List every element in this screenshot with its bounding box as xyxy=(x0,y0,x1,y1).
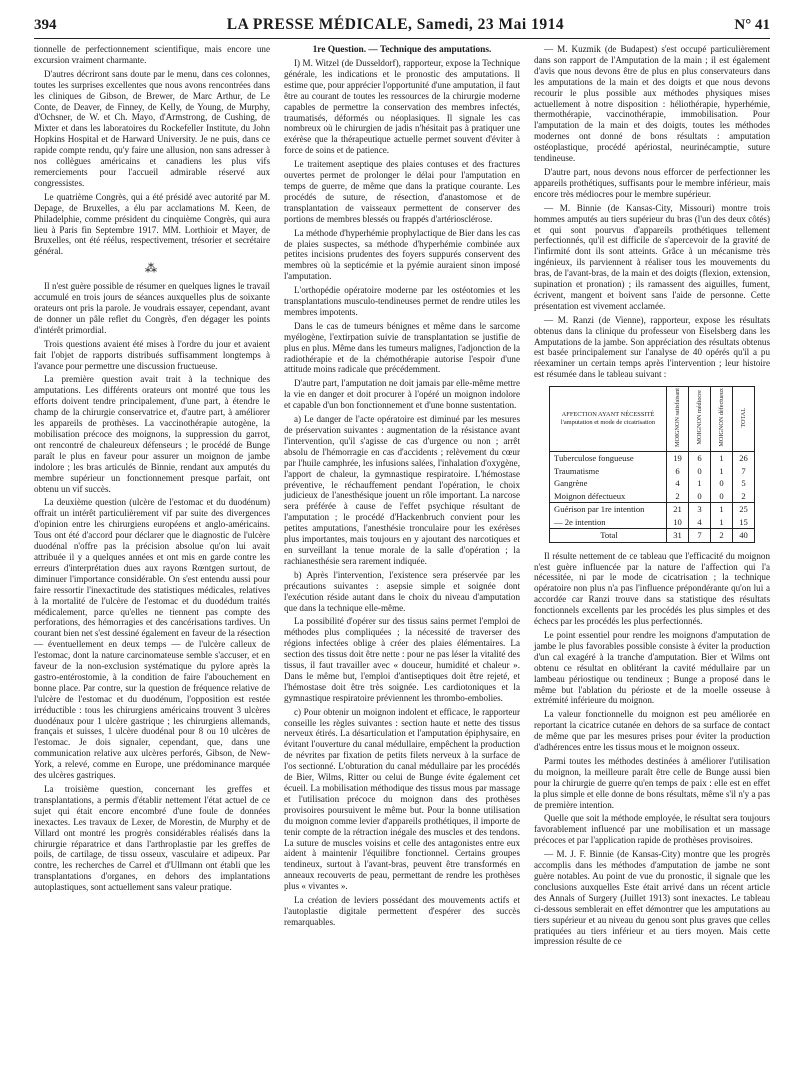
table-cell: 25 xyxy=(733,503,755,516)
table-cell: 31 xyxy=(667,529,689,543)
paragraph: La méthode d'hyperhémie prophylactique de Bier dans les cas de plaies suspectes, sa méthode d'hyperhémie combinée aux petites incisions prudentes des foyers suppurés conservent des membres où la septicémie et la pyémie auraient sinon imposé l'amputation. xyxy=(284,227,520,282)
paragraph: — M. Kuzmik (de Budapest) s'est occupé particulièrement dans son rapport de l'Amputation de la main ; il est également d'avis que nous devons être de plus en plus conservateurs dans les amputations de la main et des doigts et que nous devons recourir le plus possible aux méthodes physiques mises actuellement à notre disposition : héliothérapie, hyperhémie, thermothérapie, vaccinothérapie, immobilisation. Pour l'amputation de la main et des doigts, toutes les méthodes modernes ont donné de bons résultats : amputation ostéoplastique, procédé apériostal, neurinécamptie, suture tendineuse. xyxy=(534,44,770,164)
paragraph: La première question avait trait à la technique des amputations. Les différents orateurs ont montré que tous les efforts doivent tendre principalement, d'une part, à étendre le champ de la chirurgie conservatrice et, d'autre part, à améliorer les appareils de prothèses. La vaccinothérapie autogène, la mobilisation précoce des moignons, la suppression du garrot, ont rencontré de chaleureux défenseurs ; le procédé de Bunge paraît le plus en faveur pour assurer un moignon de jambe indolore ; les bras articulés de Binnie, rendant aux amputés du membre supérieur un fonctionnement presque parfait, ont obtenu un vif succès. xyxy=(34,374,270,494)
paragraph: b) Après l'intervention, l'existence sera préservée par les précautions suivantes : asepsie simple et soignée dont l'exécution réside autant dans le choix du niveau d'amputation que dans la technique elle-même. xyxy=(284,569,520,613)
paragraph: Parmi toutes les méthodes destinées à améliorer l'utilisation du moignon, la meilleure paraît être celle de Bunge aussi bien pour la chirurgie de guerre qu'en temps de paix : elle est en effet la plus simple et elle donne de bons résultats, même s'il n'y a pas de première intention. xyxy=(534,755,770,810)
table-header-cell: TOTAL xyxy=(733,387,755,452)
table-cell: 15 xyxy=(733,516,755,529)
paragraph: — M. Ranzi (de Vienne), rapporteur, expose les résultats obtenus dans la clinique du professeur von Eiselsberg dans les Amputations de la jambe. Son appréciation des résultats obtenus est basée principalement sur l'analyse de 40 opérés qu'il a pu réexaminer un certain temps après l'intervention ; leur histoire est résumée dans le tableau suivant : xyxy=(534,314,770,380)
table-row xyxy=(550,516,755,529)
journal-title: LA PRESSE MÉDICALE, Samedi, 23 Mai 1914 xyxy=(226,16,565,33)
paragraph: D'autre part, nous devons nous efforcer de perfectionner les appareils prothétiques, suffisants pour le membre inférieur, mais encore très médiocres pour le membre supérieur. xyxy=(534,166,770,199)
table-cell: 2 xyxy=(711,529,733,543)
table-header-row xyxy=(550,387,755,452)
table-row xyxy=(550,465,755,478)
paragraph: La deuxième question (ulcère de l'estomac et du duodénum) offrait un intérêt particulièrement vif par suite des divergences d'opinion entre les chirurgiens européens et anglo-américains. Tous ont été d'accord pour déclarer que le diagnostic de l'ulcère duodénal n'offre pas la précision absolue qu'on lui avait attribuée il y a quelques années et ont mis en garde contre les erreurs d'interprétation dues aux rayons Rœntgen surtout, de diminuer l'importance considérable. On s'est entendu aussi pour faire ressortir l'inexactitude des statistiques médicales, relatives à la mortalité de l'ulcère de l'estomac et du duodédum traités médicalement, parce qu'elles ne tiennent pas compte des perforations, des hémorragies et des cancérisations tardives. Un courant bien net s'est dessiné également en faveur de la résection — éventuellement en deux temps — de l'ulcère calleux de l'estomac, dont la nature carcinomateuse semble s'accuser, et en faveur de la non-exclusion systématique du pylore après la gastro-entérostomie, à la condition de faire l'abouchement en bonne place. Par contre, sur la question de fréquence relative de l'ulcère de l'estomac et du duodénum, l'opposition est restée irréductible : tous les chirurgiens américains trouvent 3 ulcères duodénaux pour 1 ulcère gastrique ; les chirurgiens allemands, français et suisses, 1 ulcère duodénal pour 8 ou 10 ulcères de l'estomac. Je dois signaler, cependant, que, dans une communication relative aux ulcères perforés, Gibson, de New-York, a relevé, comme en Europe, une prédominance marquée des ulcères gastriques. xyxy=(34,497,270,781)
issue-number: N° 41 xyxy=(734,17,770,33)
paragraph: La troisième question, concernant les greffes et transplantations, a permis d'établir nettement l'état actuel de ce sujet qui était encore encombré d'une foule de données inexactes. Les travaux de Lexer, de Morestin, de Murphy et de Villard ont montré les progrès considérables réalisés dans la chirurgie réparatrice et dans l'arthroplastie par les greffes de poils, de cartilage, de tissu osseux, vasculaire et adipeux. Par contre, les recherches de Carrel et d'Ullmann ont établi que les transplantations d'organes, en dehors des implantations autoplastiques, sont actuellement sans valeur pratique. xyxy=(34,784,270,893)
table-cell: 2 xyxy=(733,490,755,503)
paragraph: D'autre part, l'amputation ne doit jamais par elle-même mettre la vie en danger et doit procurer à l'opéré un moignon indolore et capable d'un bon fonctionnement et d'une bonne sustentation. xyxy=(284,378,520,411)
table-cell: 10 xyxy=(667,516,689,529)
table-cell: Gangrène xyxy=(550,477,667,490)
table-total-row xyxy=(550,529,755,543)
paragraph: Trois questions avaient été mises à l'ordre du jour et avaient fait l'objet de rapports distribués suffisamment longtemps à l'avance pour permettre une discussion fructueuse. xyxy=(34,338,270,371)
table-cell: Tuberculose fongueuse xyxy=(550,452,667,465)
column-right xyxy=(534,44,770,950)
page-header xyxy=(34,16,770,39)
table-cell: Guérison par 1re intention xyxy=(550,503,667,516)
table-cell: 3 xyxy=(689,503,711,516)
table-cell: 1 xyxy=(711,503,733,516)
table-row xyxy=(550,477,755,490)
table-cell: 1 xyxy=(711,465,733,478)
table-header-affection: AFFECTION AYANT NÉCESSITÉ l'amputation et mode de cicatrisation xyxy=(550,387,667,452)
table-cell: 6 xyxy=(689,452,711,465)
page-number: 394 xyxy=(34,17,57,33)
table-header-cell: MOIGNON médiocre xyxy=(689,387,711,452)
table-cell: 40 xyxy=(733,529,755,543)
table-cell: 19 xyxy=(667,452,689,465)
paragraph: La possibilité d'opérer sur des tissus sains permet l'emploi de méthodes plus compliquées ; la nécessité de traverser des régions infectées oblige à créer des plaies élémentaires. La section des tissus doit être nette : pour ne pas léser la vitalité des tissus, il faut travailler avec « douceur, humidité et chaleur ». Dans le même but, l'emploi d'antiseptiques doit être rejeté, et l'hémostase doit être très soignée. Les cardiotoniques et la gymnastique respiratoire préviennent les thrombo-embolies. xyxy=(284,616,520,703)
table-cell: 7 xyxy=(689,529,711,543)
table-cell: 21 xyxy=(667,503,689,516)
paragraph: Le point essentiel pour rendre les moignons d'amputation de jambe le plus favorables possible consiste à éviter la production d'un cal exagéré à la tranche d'amputation. Bier et Wilms ont obtenu ce résultat en oblitérant la cavité médullaire par un lambeau périostique ou tendineux ; Bunge a proposé dans le même but l'ablation du périoste et de la moelle osseuse à extrémité inférieure du moignon. xyxy=(534,629,770,706)
table-header-cell: MOIGNON défectueux xyxy=(711,387,733,452)
table-cell: 1 xyxy=(711,452,733,465)
paragraph: Le traitement aseptique des plaies contuses et des fractures ouvertes permet de prolonger le délai pour l'amputation en temps de guerre, de même que dans la pratique courante. Les procédés de suture, de résection, d'anastomose et de transplantation de vaisseaux permettent de conserver des portions de membres blessés ou frappés d'artériosclérose. xyxy=(284,159,520,224)
table-cell: 26 xyxy=(733,452,755,465)
table-cell: 6 xyxy=(667,465,689,478)
paragraph: La création de leviers possédant des mouvements actifs et l'autoplastie digitale permettent d'espérer des succès remarquables. xyxy=(284,895,520,927)
column-left xyxy=(34,44,270,950)
table-cell: Moignon défectueux xyxy=(550,490,667,503)
paragraph: Quelle que soit la méthode employée, le résultat sera toujours favorablement influencé par une mobilisation et un massage précoces et par l'application rapide de prothèses provisoires. xyxy=(534,813,770,846)
table-cell: 0 xyxy=(689,465,711,478)
table-cell: 1 xyxy=(711,516,733,529)
table-cell: 7 xyxy=(733,465,755,478)
table-header-cell: MOIGNON satisfaisant xyxy=(667,387,689,452)
table-cell: 2 xyxy=(667,490,689,503)
paragraph: Le quatrième Congrès, qui a été présidé avec autorité par M. Depage, de Bruxelles, a élu par acclamations M. Keen, de Philadelphie, comme président du cinquième Congrès, qui aura lieu à Paris fin Septembre 1917. MM. Lorthioir et Mayer, de Bruxelles, ont été réélus, respectivement, trésorier et secrétaire général. xyxy=(34,191,270,257)
paragraph: Dans le cas de tumeurs bénignes et même dans le sarcome myélogène, l'extirpation suivie de transplantation se justifie de plus en plus. Même dans les tumeurs malignes, l'adjonction de la radiothérapie et de la chémothérapie autorise l'espoir d'une attitude moins radicale que précédemment. xyxy=(284,320,521,375)
paragraph: — M. Binnie (de Kansas-City, Missouri) montre trois hommes amputés au tiers supérieur du bras (l'un des deux côtés) et qui sont pourvus d'appareils prothétiques tellement perfectionnés, qu'il est difficile de s'apercevoir de la gravité de l'infirmité dont ils sont atteints. Grâce à un mécanisme très ingénieux, ils parviennent à réaliser tous les mouvements du bras, de l'avant-bras, de la main et des doigts (flexion, extension, supination et pronation) ; ils ramassent des aiguilles, fument, écrivent, mangent et boivent sans l'aide de personne. Cette présentation est vivement acclamée. xyxy=(534,202,770,311)
table-cell: 0 xyxy=(711,477,733,490)
column-middle xyxy=(284,44,520,950)
table-cell: 1 xyxy=(689,477,711,490)
table-cell: — 2e intention xyxy=(550,516,667,529)
paragraph: L'orthopédie opératoire moderne par les ostéotomies et les transplantations musculo-tendineuses permet de rendre utiles les membres impotents. xyxy=(284,285,520,317)
article-columns xyxy=(34,44,770,950)
table-cell: 0 xyxy=(689,490,711,503)
paragraph: Il résulte nettement de ce tableau que l'efficacité du moignon n'est guère influencée par la nature de l'affection qui l'a nécessitée, ni par le mode de cicatrisation ; la technique opératoire non plus n'a pas l'influence prépondérante qu'on lui a accordée car Ranzi trouve dans sa statistique des résultats fonctionnels excellents par les procédés les plus simples et des échecs par les procédés les plus perfectionnés. xyxy=(534,550,770,627)
paragraph: D'autres décriront sans doute par le menu, dans ces colonnes, toutes les surprises excellentes que nous avons rencontrées dans les cliniques de Gibson, de Brewer, de Marc Arthur, de Le Conte, de Deaver, de Finney, de Kelly, de Young, de Murphy, d'Ochsner, de W. et Ch. Mayo, d'Armstrong, de Cushing, de Mixter et dans les laboratoires du Rockefeller Institute, du John Hopkins Hospital et de Harward University. Je ne puis, dans ce rapide compte rendu, qu'y faire une allusion, non sans adresser à nos collègues américains et canadiens les plus vifs remerciements pour l'accueil admirable réservé aux congressistes. xyxy=(34,68,270,188)
paragraph: Il n'est guère possible de résumer en quelques lignes le travail accumulé en trois jours de séances auxquelles plus de soixante orateurs ont pris la parole. Je voudrais essayer, cependant, avant de donner un pâle reflet du Congrès, d'en dégager les points d'intérêt primordial. xyxy=(34,281,270,335)
paragraph: — M. J. F. Binnie (de Kansas-City) montre que les progrès accomplis dans les méthodes d'amputation de jambe ne sont guère notables. Au point de vue du pronostic, il signale que les conclusions auxquelles Este était arrivé dans un récent article des Annals of Surgery (Juillet 1913) sont inexactes. Le tableau ci-dessous semblerait en effet démontrer que les amputations au tiers supérieur et au niveau du genou sont plus graves que celles pratiquées au tiers inférieur et au tiers moyen. Mais cette impression résulte de ce xyxy=(534,849,770,947)
table-cell: 5 xyxy=(733,477,755,490)
results-table xyxy=(549,386,755,542)
table-cell: 0 xyxy=(711,490,733,503)
table-cell: 4 xyxy=(667,477,689,490)
paragraph: I) M. Witzel (de Dusseldorf), rapporteur, expose la Technique générale, les indications et le pronostic des amputations. Il estime que, pour apprécier l'opportunité d'une amputation, il faut être au courant de toutes les ressources de la chirurgie moderne capables de permettre la conservation des membres infectés, traumatisés, déformés ou néoplasiques. Il signale les cas nombreux où le chirurgien de jadis n'hésitait pas à pratiquer une exérèse que la thérapeutique actuelle permet souvent d'éviter à force de soins et de patience. xyxy=(284,58,520,156)
table-row xyxy=(550,452,755,465)
table-row xyxy=(550,490,755,503)
table-cell: Total xyxy=(550,529,667,543)
asterism-divider: ⁂ xyxy=(145,261,159,276)
paragraph: La valeur fonctionnelle du moignon est peu améliorée en reportant la cicatrice cutanée en dehors de sa surface de contact de même que par les mesures prises pour éviter la production d'adhérences entre les tissus mous et le moignon osseux. xyxy=(534,709,770,753)
section-heading: 1re Question. — Technique des amputations. xyxy=(312,45,492,55)
paragraph: tionnelle de perfectionnement scientifique, mais encore une excursion vraiment charmante. xyxy=(34,44,270,65)
paragraph: a) Le danger de l'acte opératoire est diminué par les mesures de préservation suivantes : augmentation de la résistance avant l'intervention, qu'il s'agisse de cas d'urgence ou non ; arrêt absolu de l'hémorragie en cas d'accidents ; relèvement du cœur par l'huile camphrée, les infusions salées, l'inhalation d'oxygène, l'apport de chaleur, la gymnastique respiratoire. L'hémostase préventive, le réchauffement pendant l'opération, le choix judicieux de l'anesthésique jouent un rôle important. La narcose sera préférée à cause de l'effet psychique résultant de l'amputation ; le procédé d'Hackenbruch convient pour les petites amputations, l'anesthésie tronculaire pour les exérèses plus importantes, mais toujours en y ajoutant des narcotiques et en surveillant la tenue morale de la salle d'opération ; la rachianesthésie sera rarement indiquée. xyxy=(284,414,520,566)
table-row xyxy=(550,503,755,516)
paragraph: c) Pour obtenir un moignon indolent et efficace, le rapporteur conseille les règles suivantes : section haute et nette des tissus nerveux étirés. La désarticulation et l'amputation épiphysaire, en évitant l'ouverture du canal médullaire, empêchent la production de névrites par fixation de petits filets nerveux à la surface de l'os sectionné. L'obturation du canal médullaire par les procédés de Bier, Wilms, Ritter ou celui de Bunge évite également cet écueil. La mobilisation méthodique des tissus mous par massage et l'utilisation précoce du moignon dans des prothèses provisoires poursuivent le même but. Pour la bonne utilisation du moignon comme levier d'appareils prothétiques, il importe de tenir compte de la rétraction inégale des muscles et des tendons. La suture de muscles voisins et celle des antagonistes entre eux aident à maintenir l'équilibre fonctionnel. Certains groupes tendineux, surtout à l'avant-bras, peuvent être transformés en anneaux recouverts de peau, permettant de rendre les prothèses plus « vivantes ». xyxy=(284,706,520,892)
table-cell: Traumatisme xyxy=(550,465,667,478)
table-cell: 4 xyxy=(689,516,711,529)
